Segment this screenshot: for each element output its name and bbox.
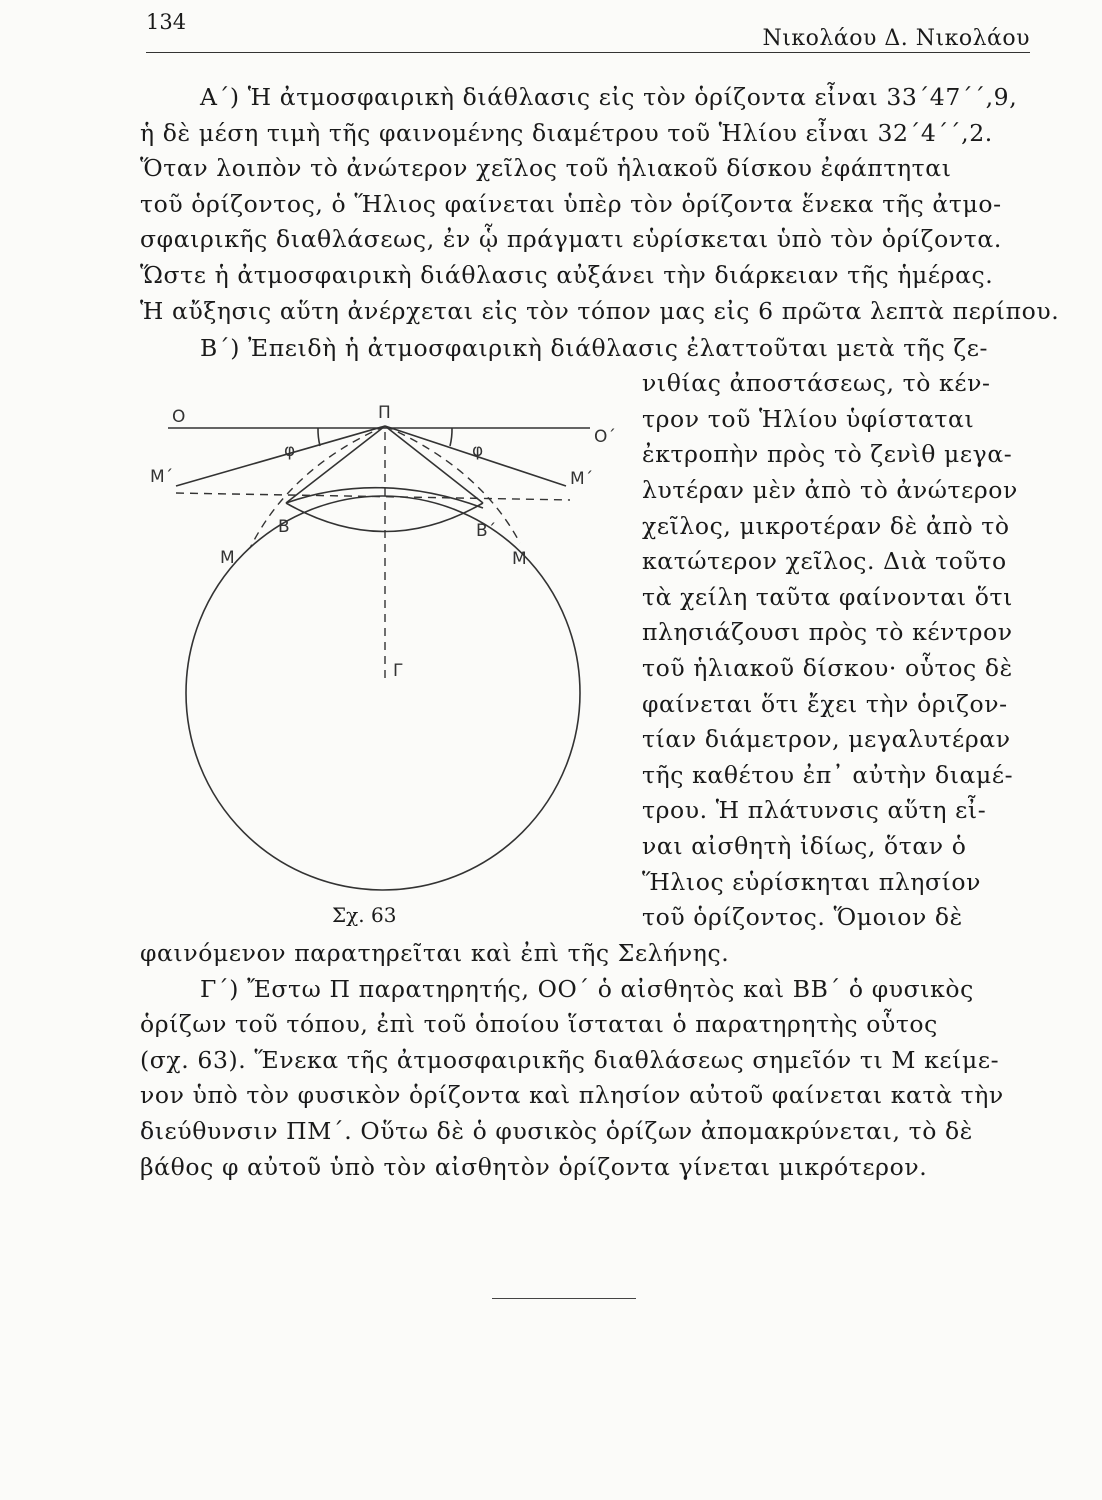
dashed-line-m-prime bbox=[176, 493, 570, 500]
text-line: τῆς καθέτου ἐπ᾿ αὐτὴν διαμέ- bbox=[642, 761, 1014, 789]
text-line: τρον τοῦ Ἡλίου ὑφίσταται bbox=[642, 405, 975, 433]
label-G: Γ bbox=[393, 661, 403, 681]
label-O: Ο bbox=[172, 407, 186, 427]
text-line: φαινόμενον παρατηρεῖται καὶ ἐπὶ τῆς Σελήνης. bbox=[140, 939, 730, 967]
angle-arc-left bbox=[318, 428, 320, 446]
line-p-m-prime-left bbox=[176, 426, 385, 486]
label-M-prime-right: Μ΄ bbox=[570, 469, 594, 489]
text-line: πλησιάζουσι πρὸς τὸ κέντρον bbox=[642, 618, 1013, 646]
text-line: ναι αἰσθητὴ ἰδίως, ὅταν ὁ bbox=[642, 832, 967, 860]
text-line: τοῦ ὁρίζοντος. Ὅμοιον δὲ bbox=[642, 903, 963, 931]
dashed-curve-right bbox=[385, 426, 520, 543]
text-line: κατώτερον χεῖλος. Διὰ τοῦτο bbox=[642, 547, 1007, 575]
running-header-author: Νικολάου Δ. Νικολάου bbox=[762, 26, 1030, 51]
text-line: Ἥλιος εὑρίσκηται πλησίον bbox=[642, 868, 982, 896]
text-line: ἡ δὲ μέση τιμὴ τῆς φαινομένης διαμέτρου τοῦ Ἡλίου εἶναι 32΄4΄΄,2. bbox=[140, 119, 993, 147]
text-line: (σχ. 63). Ἕνεκα τῆς ἀτμοσφαιρικῆς διαθλάσεως σημεῖόν τι Μ κείμε- bbox=[140, 1046, 1000, 1074]
text-line: Ἡ αὔξησις αὕτη ἀνέρχεται εἰς τὸν τόπον μας εἰς 6 πρῶτα λεπτὰ περίπου. bbox=[140, 297, 1060, 325]
figure-63-diagram bbox=[150, 398, 630, 938]
footer-rule bbox=[492, 1298, 636, 1299]
text-line: τοῦ ὁρίζοντος, ὁ Ἥλιος φαίνεται ὑπὲρ τὸν ὁρίζοντα ἕνεκα τῆς ἀτμο- bbox=[140, 190, 1002, 218]
text-line: σφαιρικῆς διαθλάσεως, ἐν ᾧ πράγματι εὑρίσκεται ὑπὸ τὸν ὁρίζοντα. bbox=[140, 225, 1002, 253]
text-line: διεύθυνσιν ΠΜ΄. Οὕτω δὲ ὁ φυσικὸς ὁρίζων ἀπομακρύνεται, τὸ δὲ bbox=[140, 1117, 973, 1145]
label-M-prime-left: Μ΄ bbox=[150, 467, 174, 487]
figure-caption: Σχ. 63 bbox=[332, 903, 397, 927]
text-line: Β΄) Ἐπειδὴ ἡ ἀτμοσφαιρικὴ διάθλασις ἐλαττοῦται μετὰ τῆς ζε- bbox=[200, 334, 989, 362]
label-phi-right: φ bbox=[472, 441, 484, 461]
label-B-prime: Β΄ bbox=[476, 521, 497, 541]
text-line: Γ΄) Ἔστω Π παρατηρητής, ΟΟ΄ ὁ αἰσθητὸς καὶ ΒΒ΄ ὁ φυσικὸς bbox=[200, 975, 974, 1003]
text-line: νιθίας ἀποστάσεως, τὸ κέν- bbox=[642, 369, 991, 397]
text-line: βάθος φ αὐτοῦ ὑπὸ τὸν αἰσθητὸν ὁρίζοντα γίνεται μικρότερον. bbox=[140, 1153, 928, 1181]
page-number: 134 bbox=[146, 10, 187, 34]
header-rule bbox=[146, 52, 1030, 53]
label-P: Π bbox=[378, 403, 391, 423]
text-line: χεῖλος, μικροτέραν δὲ ἀπὸ τὸ bbox=[642, 512, 1010, 540]
text-line: ἐκτροπὴν πρὸς τὸ ζενὶθ μεγα- bbox=[642, 440, 1013, 468]
label-phi-left: φ bbox=[284, 441, 296, 461]
angle-arc-right bbox=[450, 428, 452, 446]
text-line: ὁρίζων τοῦ τόπου, ἐπὶ τοῦ ὁποίου ἵσταται ὁ παρατηρητὴς οὗτος bbox=[140, 1010, 938, 1038]
label-B: Β bbox=[278, 517, 290, 537]
text-line: φαίνεται ὅτι ἔχει τὴν ὁριζον- bbox=[642, 690, 1008, 718]
text-line: τίαν διάμετρον, μεγαλυτέραν bbox=[642, 725, 1011, 753]
text-line: Α΄) Ἡ ἀτμοσφαιρικὴ διάθλασις εἰς τὸν ὁρίζοντα εἶναι 33΄47΄΄,9, bbox=[200, 83, 1018, 111]
text-line: λυτέραν μὲν ἀπὸ τὸ ἀνώτερον bbox=[642, 476, 1018, 504]
label-M-right: Μ bbox=[512, 549, 527, 569]
text-line: τρου. Ἡ πλάτυνσις αὕτη εἶ- bbox=[642, 796, 987, 824]
label-O-prime: Ο΄ bbox=[594, 427, 616, 447]
text-line: Ὅταν λοιπὸν τὸ ἀνώτερον χεῖλος τοῦ ἡλιακοῦ δίσκου ἐφάπτηται bbox=[140, 154, 952, 182]
text-line: νον ὑπὸ τὸν φυσικὸν ὁρίζοντα καὶ πλησίον αὐτοῦ φαίνεται κατὰ τὴν bbox=[140, 1081, 1004, 1109]
line-p-b bbox=[286, 426, 385, 503]
label-M-left: Μ bbox=[220, 548, 235, 568]
text-line: τὰ χείλη ταῦτα φαίνονται ὅτι bbox=[642, 583, 1013, 611]
text-line: τοῦ ἡλιακοῦ δίσκου· οὗτος δὲ bbox=[642, 654, 1013, 682]
text-line: Ὥστε ἡ ἀτμοσφαιρικὴ διάθλασις αὐξάνει τὴν διάρκειαν τῆς ἡμέρας. bbox=[140, 261, 994, 289]
line-p-b-prime bbox=[385, 426, 483, 503]
